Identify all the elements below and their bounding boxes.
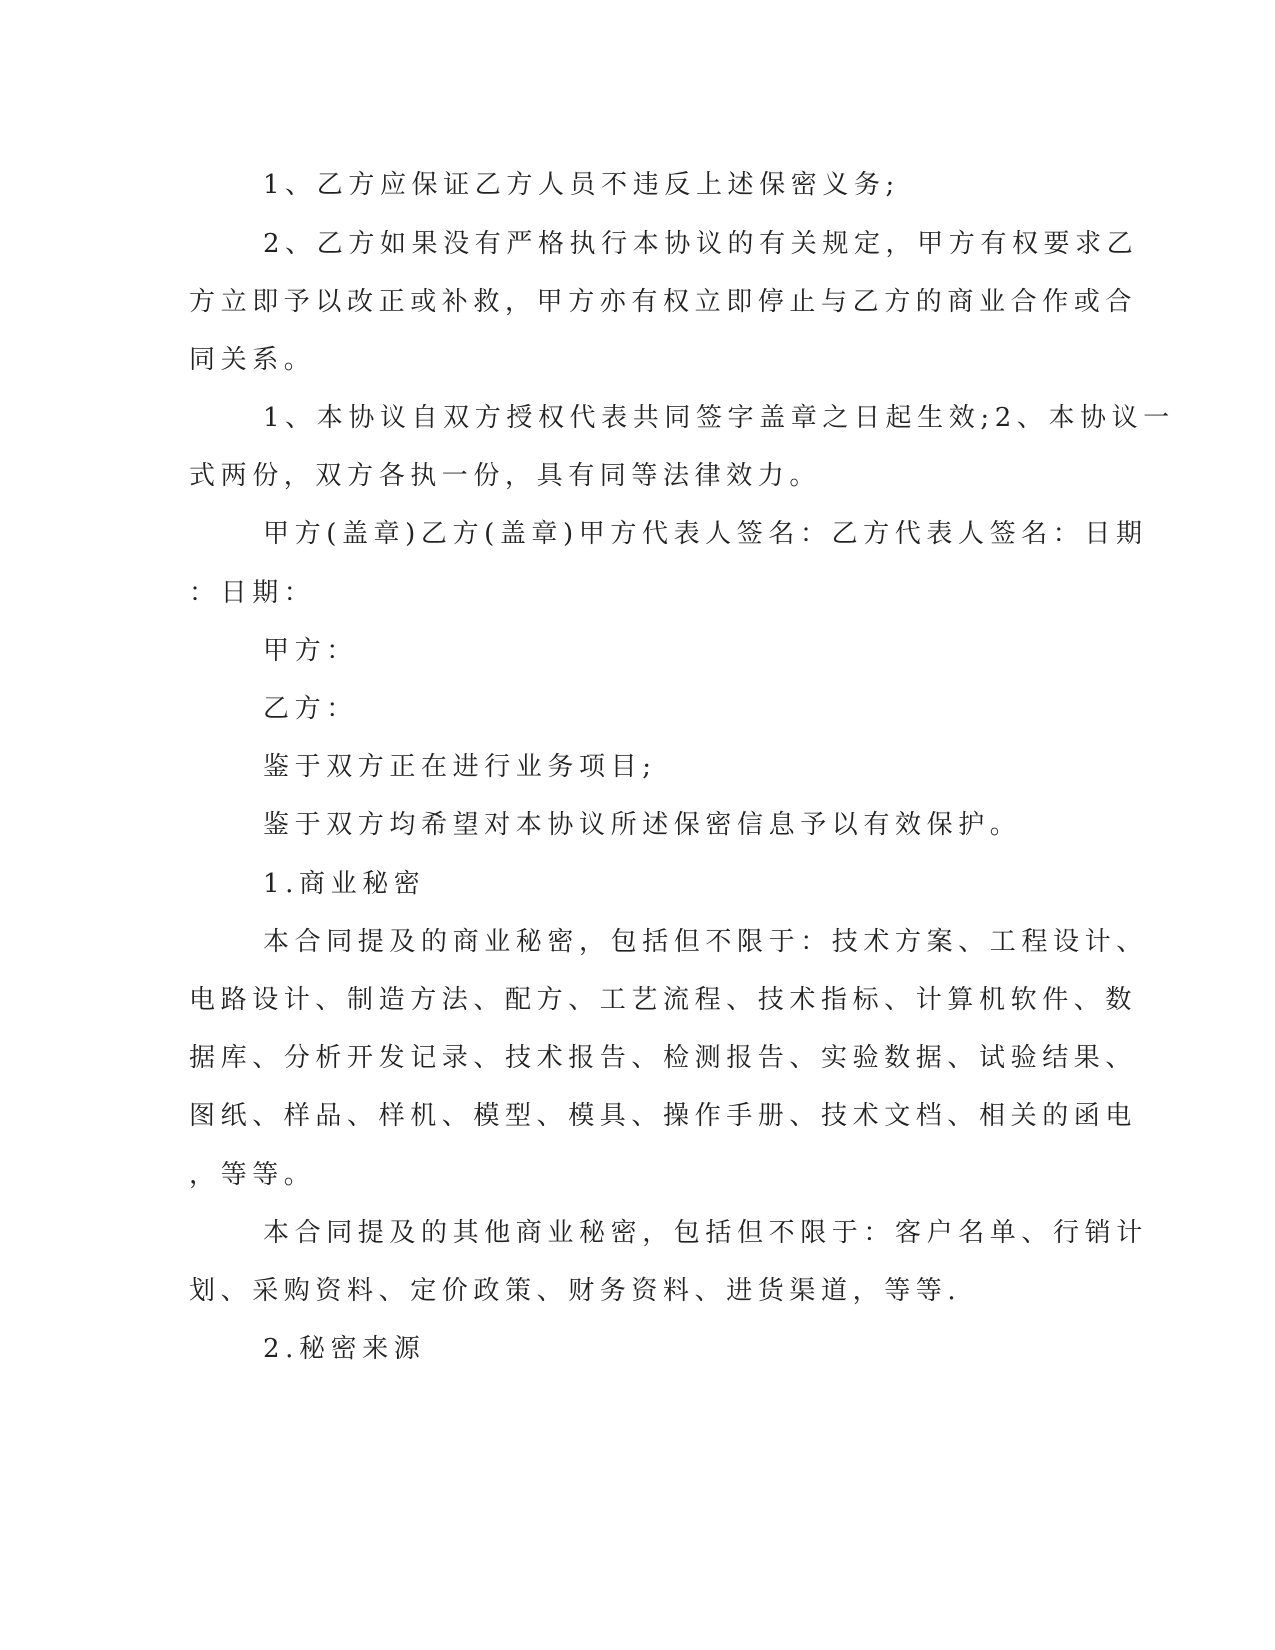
paragraph-line: 鉴于双方正在进行业务项目; <box>263 752 657 782</box>
paragraph-line: 乙方： <box>263 694 358 724</box>
paragraph-line: 甲方(盖章)乙方(盖章)甲方代表人签名：乙方代表人签名：日期 <box>263 519 1148 549</box>
paragraph-line: ，等等。 <box>189 1160 316 1190</box>
paragraph-line: 1、本协议自双方授权代表共同签字盖章之日起生效;2、本协议一 <box>263 403 1175 433</box>
paragraph-line: ：日期： <box>189 578 316 608</box>
paragraph-line: 本合同提及的其他商业秘密，包括但不限于：客户名单、行销计 <box>263 1218 1148 1248</box>
paragraph-line: 电路设计、制造方法、配方、工艺流程、技术指标、计算机软件、数 <box>189 985 1138 1015</box>
paragraph-line: 据库、分析开发记录、技术报告、检测报告、实验数据、试验结果、 <box>189 1043 1138 1073</box>
paragraph-line: 划、采购资料、定价政策、财务资料、进货渠道，等等. <box>189 1276 962 1306</box>
paragraph-line: 本合同提及的商业秘密，包括但不限于：技术方案、工程设计、 <box>263 927 1148 957</box>
paragraph-line: 同关系。 <box>189 345 316 375</box>
paragraph-line: 方立即予以改正或补救，甲方亦有权立即停止与乙方的商业合作或合 <box>189 287 1138 317</box>
section-heading: 2.秘密来源 <box>263 1334 426 1364</box>
paragraph-line: 2、乙方如果没有严格执行本协议的有关规定，甲方有权要求乙 <box>263 229 1139 259</box>
paragraph-line: 鉴于双方均希望对本协议所述保密信息予以有效保护。 <box>263 810 1022 840</box>
paragraph-line: 图纸、样品、样机、模型、模具、操作手册、技术文档、相关的函电 <box>189 1101 1138 1131</box>
section-heading: 1.商业秘密 <box>263 869 426 899</box>
paragraph-line: 甲方： <box>263 636 358 666</box>
paragraph-line: 1、乙方应保证乙方人员不违反上述保密义务; <box>263 170 900 200</box>
paragraph-line: 式两份，双方各执一份，具有同等法律效力。 <box>189 461 822 491</box>
